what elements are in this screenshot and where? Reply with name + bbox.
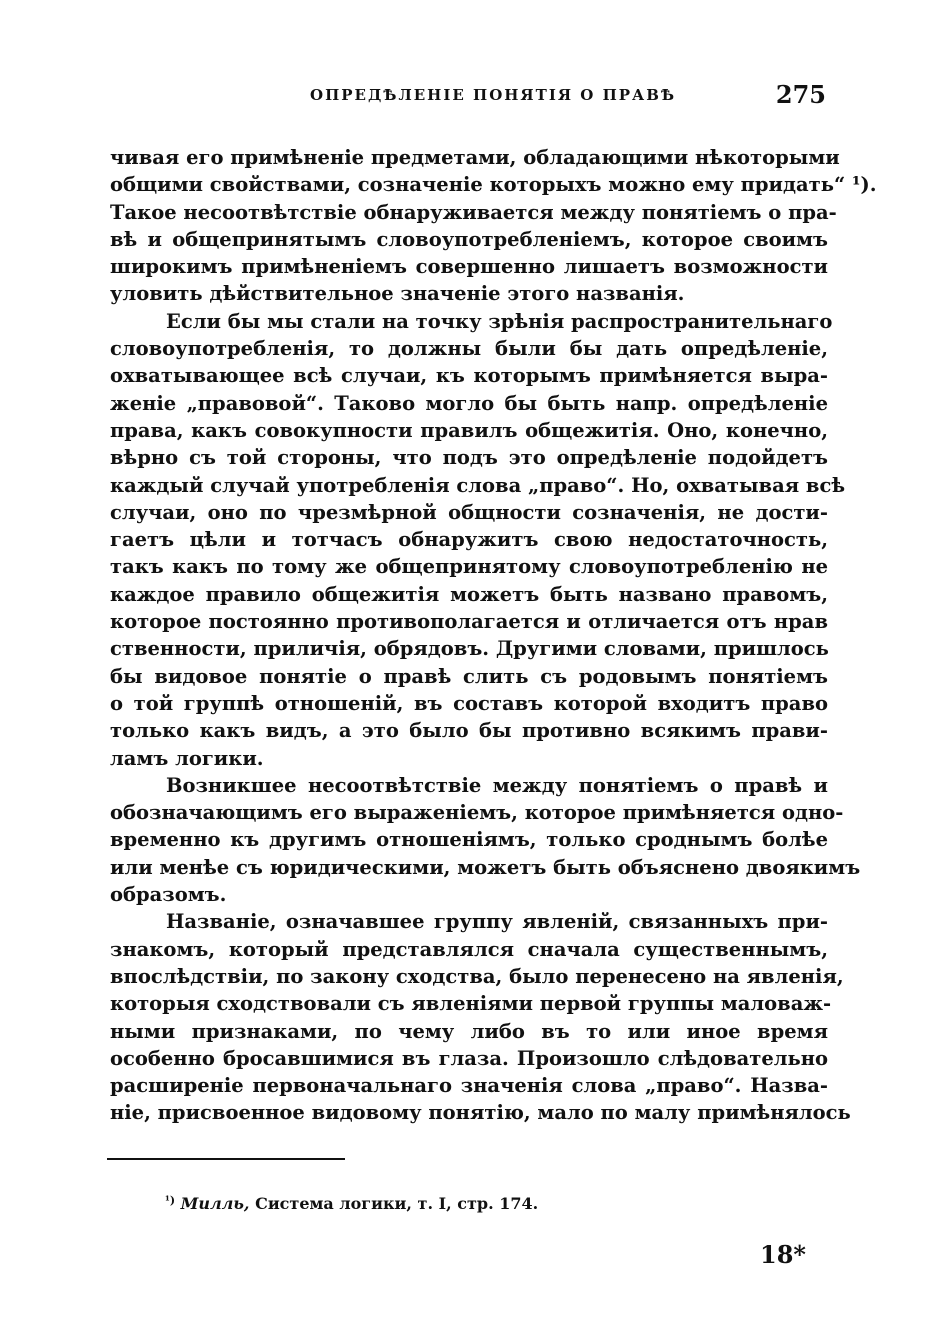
text-line: общими свойствами, созначеніе которыхъ можно ему придать“ ¹).: [110, 173, 877, 197]
text-line: такъ какъ по тому же общепринятому словоупотребленію не: [110, 555, 828, 579]
text-line: гаетъ цѣли и тотчасъ обнаружитъ свою недостаточность,: [110, 528, 828, 552]
body-text: [110, 144, 877, 1127]
text-line: охватывающее всѣ случаи, къ которымъ примѣняется выра-: [110, 364, 828, 388]
paragraph: [110, 308, 846, 772]
text-line: каждое правило общежитія можетъ быть названо правомъ,: [110, 582, 828, 606]
text-line: о той группѣ отношеній, въ составъ которой входитъ право: [110, 691, 828, 715]
text-line: обозначающимъ его выраженіемъ, которое примѣняется одно-: [110, 801, 844, 825]
text-line: словоупотребленія, то должны были бы дать опредѣленіе,: [110, 337, 828, 361]
text-line: ными признаками, по чему либо въ то или иное время: [110, 1019, 828, 1043]
text-line: бы видовое понятіе о правѣ слить съ родовымъ понятіемъ: [110, 664, 828, 688]
footnote: [165, 1194, 538, 1213]
footnote-marker: ¹): [165, 1194, 176, 1207]
text-line: или менѣе съ юридическими, можетъ быть объяснено двоякимъ: [110, 855, 861, 879]
text-line: женіе „правовой“. Таково могло бы быть напр. опредѣленіе: [110, 391, 828, 415]
paragraph: [110, 144, 877, 308]
text-line: ламъ логики.: [110, 746, 264, 770]
footnote-text: Система логики, т. I, стр. 174.: [255, 1194, 539, 1213]
text-line: Возникшее несоотвѣтствіе между понятіемъ о правѣ и: [166, 773, 828, 797]
text-line: знакомъ, который представлялся сначала существеннымъ,: [110, 937, 828, 961]
text-line: широкимъ примѣненіемъ совершенно лишаетъ возможности: [110, 255, 828, 279]
text-line: только какъ видъ, а это было бы противно всякимъ прави-: [110, 719, 828, 743]
text-line: Если бы мы стали на точку зрѣнія распространительнаго: [166, 309, 833, 333]
text-line: временно къ другимъ отношеніямъ, только сроднымъ болѣе: [110, 828, 828, 852]
text-line: случаи, оно по чрезмѣрной общности созначенія, не дости-: [110, 500, 828, 524]
text-line: Названіе, означавшее группу явленій, связанныхъ при-: [166, 910, 828, 934]
text-line: расширеніе первоначальнаго значенія слова „право“. Назва-: [110, 1074, 828, 1098]
text-line: каждый случай употребленія слова „право“. Но, охватывая всѣ: [110, 473, 846, 497]
text-line: образомъ.: [110, 883, 227, 907]
paragraph: [110, 772, 861, 908]
text-line: Такое несоотвѣтствіе обнаруживается между понятіемъ о пра-: [110, 200, 837, 224]
running-title: ОПРЕДѢЛЕНІЕ ПОНЯТІЯ О ПРАВѢ: [310, 86, 677, 104]
footnote-divider: [107, 1158, 345, 1160]
text-line: ніе, присвоенное видовому понятію, мало по малу примѣнялось: [110, 1101, 851, 1125]
page-number: 275: [775, 80, 826, 109]
text-line: особенно бросавшимися въ глаза. Произошло слѣдовательно: [110, 1046, 828, 1070]
text-line: впослѣдствіи, по закону сходства, было перенесено на явленія,: [110, 964, 844, 988]
signature-mark: 18*: [760, 1240, 806, 1269]
footnote-author: Милль,: [180, 1194, 250, 1213]
text-line: которыя сходствовали съ явленіями первой группы маловаж-: [110, 992, 832, 1016]
text-line: вѣрно съ той стороны, что подъ это опредѣленіе подойдетъ: [110, 446, 828, 470]
text-line: права, какъ совокупности правилъ общежитія. Оно, конечно,: [110, 418, 828, 442]
text-line: чивая его примѣненіе предметами, обладающими нѣкоторыми: [110, 146, 840, 169]
paragraph: [110, 908, 851, 1126]
text-line: уловить дѣйствительное значеніе этого названія.: [110, 282, 685, 306]
text-line: вѣ и общепринятымъ словоупотребленіемъ, которое своимъ: [110, 227, 828, 251]
running-header: [110, 82, 830, 112]
text-line: которое постоянно противополагается и отличается отъ нрав: [110, 610, 828, 634]
text-line: ственности, приличія, обрядовъ. Другими словами, пришлось: [110, 637, 829, 661]
